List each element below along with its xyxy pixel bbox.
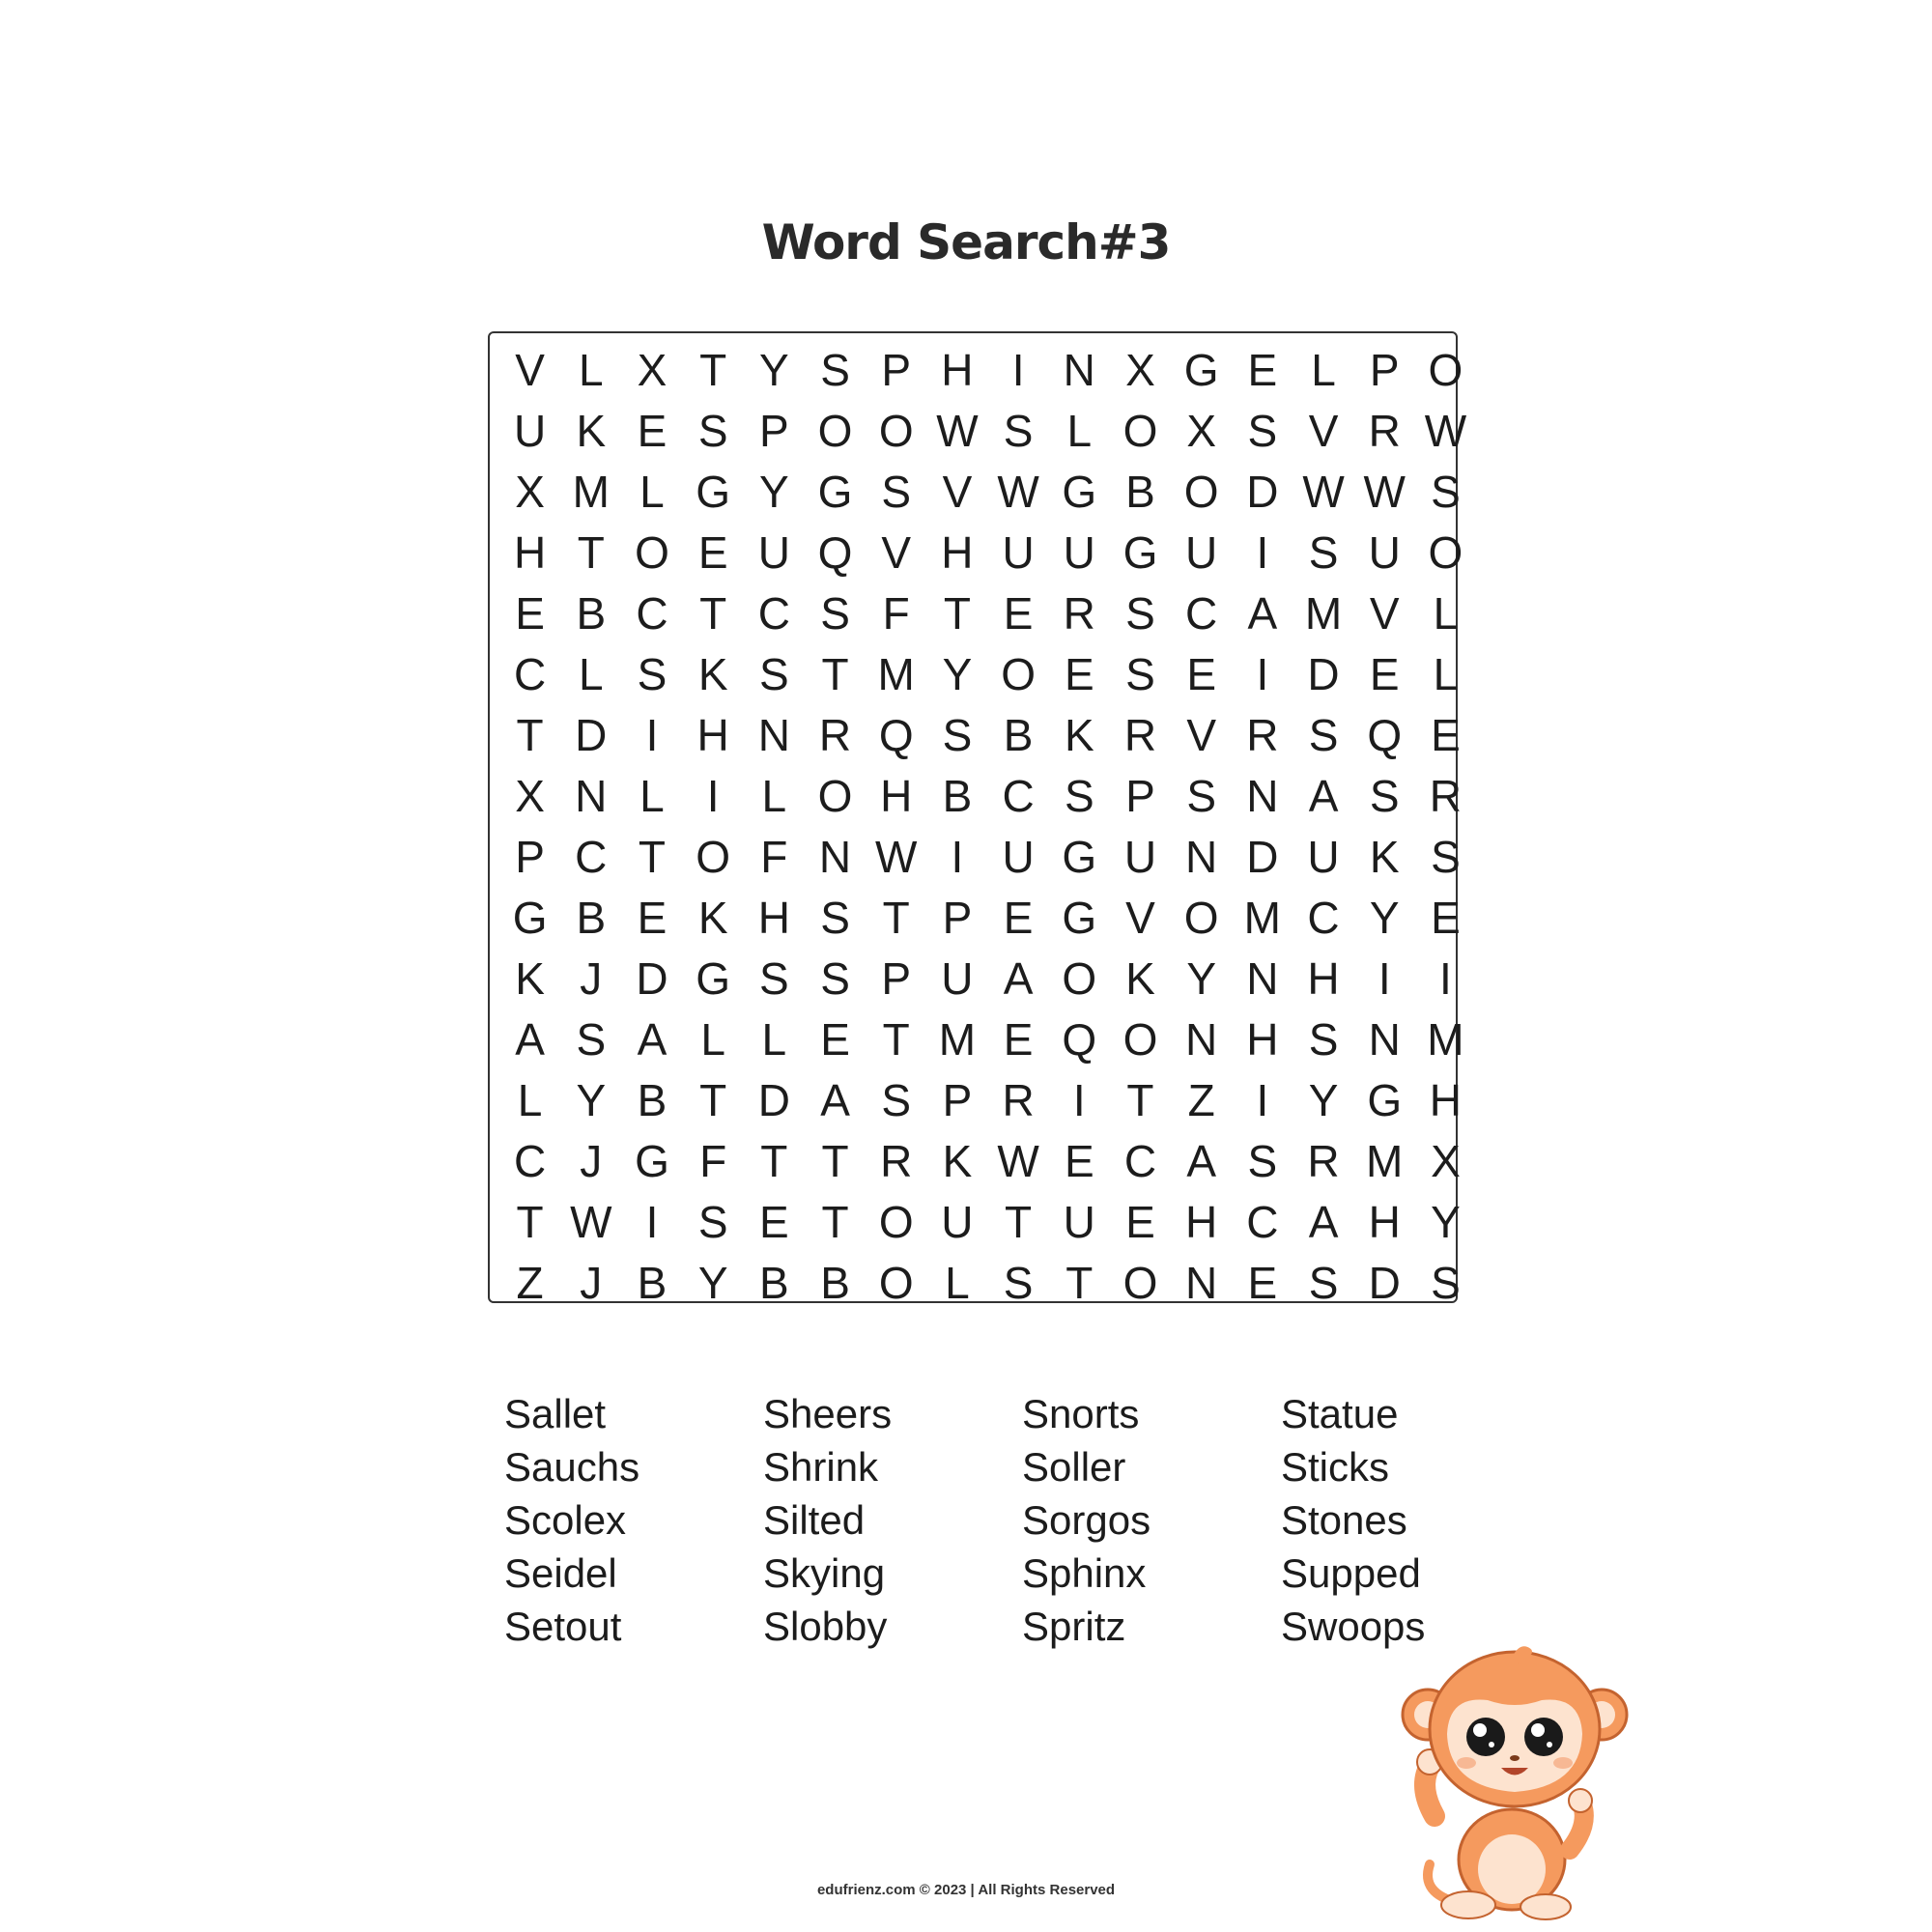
grid-letter: T (821, 1135, 849, 1186)
grid-letter: C (757, 587, 790, 639)
grid-letter: C (1307, 892, 1340, 943)
grid-letter: L (1311, 344, 1336, 395)
grid-letter: T (638, 831, 667, 882)
grid-letter: O (817, 405, 853, 456)
grid-letter: S (576, 1013, 607, 1065)
grid-letter: N (757, 709, 790, 760)
grid-letter: P (881, 952, 912, 1004)
grid-letter: Q (817, 526, 853, 578)
grid-letter: T (699, 587, 727, 639)
grid-letter: J (580, 952, 603, 1004)
grid-letter: L (700, 1013, 725, 1065)
grid-letter: K (697, 892, 728, 943)
grid-letter: G (1062, 466, 1097, 517)
grid-letter: E (1125, 1196, 1155, 1247)
grid-letter: I (1256, 1074, 1269, 1125)
grid-letter: B (576, 892, 607, 943)
grid-letter: N (818, 831, 852, 882)
word-list-item: Sorgos (1022, 1497, 1151, 1543)
grid-letter: R (880, 1135, 913, 1186)
word-column (763, 1387, 1022, 1653)
grid-letter: A (1003, 952, 1034, 1004)
grid-letter: N (1185, 831, 1218, 882)
grid-letter: S (1308, 1013, 1339, 1065)
page-title: Word Search#3 (761, 214, 1171, 270)
grid-letter: E (1003, 1013, 1034, 1065)
grid-letter: S (1431, 466, 1461, 517)
grid-letter: K (697, 648, 728, 699)
grid-letter: L (945, 1257, 970, 1308)
grid-letter: O (696, 831, 731, 882)
grid-letter: R (1002, 1074, 1035, 1125)
grid-letter: R (1246, 709, 1279, 760)
grid-letter: H (1307, 952, 1340, 1004)
grid-letter: S (1064, 770, 1094, 821)
grid-letter: Q (878, 709, 914, 760)
grid-letter: X (515, 466, 545, 517)
grid-letter: B (942, 770, 973, 821)
grid-letter: T (699, 344, 727, 395)
grid-letter: E (637, 405, 668, 456)
grid-letter: S (1186, 770, 1216, 821)
grid-letter: T (1005, 1196, 1033, 1247)
grid-letter: T (760, 1135, 788, 1186)
grid-letter: L (578, 648, 604, 699)
grid-letter: E (1003, 587, 1034, 639)
grid-letter: V (1369, 587, 1400, 639)
grid-letter: E (820, 1013, 850, 1065)
grid-letter: H (1246, 1013, 1279, 1065)
grid-letter: H (941, 344, 974, 395)
grid-letter: O (1122, 1257, 1158, 1308)
grid-letter: H (513, 526, 547, 578)
grid-letter: C (513, 1135, 547, 1186)
grid-letter: U (1063, 526, 1095, 578)
word-list-item: Swoops (1281, 1604, 1426, 1649)
grid-letter: P (515, 831, 545, 882)
grid-letter: G (1122, 526, 1158, 578)
grid-letter: X (1186, 405, 1216, 456)
grid-letter: O (1428, 526, 1463, 578)
grid-letter: B (576, 587, 607, 639)
word-list-item: Stones (1281, 1497, 1407, 1543)
grid-letter: S (820, 587, 850, 639)
grid-letter: R (1368, 405, 1401, 456)
grid-letter: Y (1186, 952, 1216, 1004)
grid-letter: B (1003, 709, 1034, 760)
grid-letter: W (1363, 466, 1406, 517)
grid-letter: X (1431, 1135, 1461, 1186)
grid-letter: E (1186, 648, 1216, 699)
grid-letter: P (1369, 344, 1400, 395)
grid-letter: V (1186, 709, 1216, 760)
grid-letter: E (1247, 1257, 1278, 1308)
grid-letter: G (696, 466, 731, 517)
grid-letter: S (1125, 648, 1155, 699)
grid-letter: Y (1369, 892, 1400, 943)
grid-letter: W (570, 1196, 612, 1247)
grid-letter: S (1125, 587, 1155, 639)
grid-letter: U (941, 952, 974, 1004)
grid-letter: N (1185, 1013, 1218, 1065)
copyright-footer: edufrienz.com © 2023 | All Rights Reserved (816, 1882, 1116, 1898)
grid-letter: B (820, 1257, 850, 1308)
grid-letter: S (820, 344, 850, 395)
grid-letter: C (636, 587, 668, 639)
grid-letter: I (1011, 344, 1025, 395)
grid-letter: M (1243, 892, 1281, 943)
grid-letter: S (1308, 709, 1339, 760)
grid-letter: U (757, 526, 790, 578)
grid-letter: I (951, 831, 964, 882)
grid-letter: J (580, 1135, 603, 1186)
grid-letter: P (942, 1074, 973, 1125)
grid-letter: G (1062, 892, 1097, 943)
grid-letter: U (1123, 831, 1157, 882)
grid-letter: E (1064, 648, 1094, 699)
grid-letter: M (1366, 1135, 1404, 1186)
word-list-item: Sticks (1281, 1444, 1390, 1490)
grid-letter: G (817, 466, 853, 517)
grid-letter: H (757, 892, 790, 943)
grid-letter: S (1431, 831, 1461, 882)
grid-letter: O (878, 1257, 914, 1308)
grid-letter: X (1125, 344, 1155, 395)
grid-letter: L (1066, 405, 1093, 456)
grid-letter: C (1246, 1196, 1279, 1247)
grid-letter: I (1256, 648, 1269, 699)
grid-letter: N (575, 770, 608, 821)
grid-letter: X (637, 344, 668, 395)
grid-letter: P (759, 405, 789, 456)
grid-letter: D (1246, 831, 1279, 882)
grid-letter: G (1367, 1074, 1403, 1125)
grid-letter: N (1185, 1257, 1218, 1308)
grid-letter: R (818, 709, 852, 760)
grid-letter: N (1063, 344, 1095, 395)
grid-letter: D (575, 709, 608, 760)
word-list-item: Sauchs (504, 1444, 640, 1490)
grid-letter: I (1378, 952, 1391, 1004)
word-list-item: Setout (504, 1604, 622, 1649)
grid-letter: N (1246, 952, 1279, 1004)
grid-letter: L (1433, 648, 1459, 699)
grid-letter: T (577, 526, 605, 578)
grid-letter: K (1064, 709, 1094, 760)
grid-letter: T (882, 892, 910, 943)
grid-letter: O (1122, 1013, 1158, 1065)
word-list-item: Sallet (504, 1391, 607, 1436)
grid-letter: U (1307, 831, 1340, 882)
grid-letter: G (1062, 831, 1097, 882)
grid-letter: S (1431, 1257, 1461, 1308)
grid-letter: Q (1367, 709, 1403, 760)
grid-letter: E (697, 526, 728, 578)
word-column (1281, 1387, 1540, 1653)
grid-letter: B (1125, 466, 1155, 517)
grid-letter: U (1185, 526, 1218, 578)
grid-letter: K (1369, 831, 1400, 882)
grid-letter: N (1368, 1013, 1401, 1065)
grid-letter: M (938, 1013, 977, 1065)
grid-letter: O (1183, 892, 1219, 943)
grid-letter: G (696, 952, 731, 1004)
monkey-mascot-icon (1401, 1642, 1633, 1922)
word-list-item: Spritz (1022, 1604, 1126, 1649)
word-column (504, 1387, 763, 1653)
grid-letter: I (1439, 952, 1452, 1004)
grid-letter: T (943, 587, 971, 639)
grid-letter: F (882, 587, 910, 639)
grid-letter: D (1307, 648, 1340, 699)
word-list-item: Snorts (1022, 1391, 1140, 1436)
grid-letter: H (1429, 1074, 1463, 1125)
grid-letter: S (1308, 1257, 1339, 1308)
grid-letter: H (1185, 1196, 1218, 1247)
grid-letter: E (1369, 648, 1400, 699)
grid-letter: A (637, 1013, 668, 1065)
grid-letter: S (1308, 526, 1339, 578)
word-list-item: Sphinx (1022, 1550, 1147, 1596)
word-list-item: Skying (763, 1550, 886, 1596)
grid-letter: U (1002, 831, 1035, 882)
grid-letter: U (1002, 526, 1035, 578)
grid-letter: L (761, 1013, 787, 1065)
grid-letter: W (997, 466, 1039, 517)
word-list-item: Statue (1281, 1391, 1399, 1436)
grid-letter: S (881, 466, 912, 517)
grid-letter: E (515, 587, 545, 639)
word-list-item: Sheers (763, 1391, 893, 1436)
grid-letter: G (635, 1135, 669, 1186)
grid-letter: A (515, 1013, 545, 1065)
grid-letter: T (882, 1013, 910, 1065)
grid-letter: E (1064, 1135, 1094, 1186)
grid-letter: O (1428, 344, 1463, 395)
grid-letter: R (1063, 587, 1095, 639)
grid-letter: S (1247, 405, 1278, 456)
grid-letter: W (997, 1135, 1039, 1186)
grid-letter: Z (1187, 1074, 1215, 1125)
grid-letter: D (1246, 466, 1279, 517)
grid-letter: H (696, 709, 729, 760)
grid-letter: O (635, 526, 669, 578)
grid-letter: R (1429, 770, 1463, 821)
grid-letter: Y (1431, 1196, 1461, 1247)
grid-letter: O (1183, 466, 1219, 517)
grid-letter: O (878, 405, 914, 456)
word-column (1022, 1387, 1281, 1653)
grid-letter: S (1247, 1135, 1278, 1186)
grid-letter: T (1126, 1074, 1154, 1125)
grid-letter: C (1123, 1135, 1157, 1186)
grid-letter: I (1072, 1074, 1086, 1125)
grid-letter: W (875, 831, 918, 882)
grid-letter: O (1062, 952, 1097, 1004)
grid-letter: P (1125, 770, 1155, 821)
grid-letter: E (1247, 344, 1278, 395)
grid-letter: E (1431, 709, 1461, 760)
word-list-item: Shrink (763, 1444, 879, 1490)
puzzle-grid-frame (488, 331, 1467, 1308)
grid-letter: L (639, 466, 665, 517)
grid-letter: V (1125, 892, 1155, 943)
grid-letter: L (1433, 587, 1459, 639)
grid-letter: U (513, 405, 547, 456)
grid-letter: U (941, 1196, 974, 1247)
grid-letter: L (761, 770, 787, 821)
grid-letter: S (942, 709, 973, 760)
word-list-item: Seidel (504, 1550, 617, 1596)
grid-letter: A (820, 1074, 850, 1125)
grid-letter: Q (1062, 1013, 1097, 1065)
grid-letter: S (697, 1196, 728, 1247)
grid-letter: I (1256, 526, 1269, 578)
grid-letter: L (639, 770, 665, 821)
grid-letter: B (637, 1074, 668, 1125)
grid-letter: S (759, 648, 789, 699)
grid-letter: T (821, 1196, 849, 1247)
grid-letter: T (699, 1074, 727, 1125)
grid-letter: C (575, 831, 608, 882)
grid-letter: Y (576, 1074, 607, 1125)
grid-letter: F (699, 1135, 727, 1186)
grid-letter: W (936, 405, 979, 456)
grid-letter: D (1368, 1257, 1401, 1308)
grid-letter: A (1308, 1196, 1339, 1247)
grid-letter: S (637, 648, 668, 699)
grid-letter: S (881, 1074, 912, 1125)
grid-letter: G (1183, 344, 1219, 395)
word-list-item: Scolex (504, 1497, 627, 1543)
grid-letter: I (706, 770, 720, 821)
word-list-item: Supped (1281, 1550, 1421, 1596)
grid-letter: Y (942, 648, 973, 699)
grid-letter: E (759, 1196, 789, 1247)
grid-letter: K (576, 405, 607, 456)
grid-letter: H (941, 526, 974, 578)
grid-letter: T (516, 709, 544, 760)
grid-letter: Y (759, 344, 789, 395)
grid-letter: U (1063, 1196, 1095, 1247)
grid-letter: S (820, 952, 850, 1004)
grid-letter: L (578, 344, 604, 395)
grid-letter: D (636, 952, 668, 1004)
grid-letter: K (515, 952, 545, 1004)
grid-letter: E (1003, 892, 1034, 943)
grid-letter: H (880, 770, 913, 821)
grid-letter: T (1065, 1257, 1094, 1308)
grid-letter: E (1431, 892, 1461, 943)
word-list-item: Soller (1022, 1444, 1126, 1490)
grid-letter: U (1368, 526, 1401, 578)
grid-letter: M (1304, 587, 1343, 639)
grid-letter: Y (1308, 1074, 1339, 1125)
grid-letter: A (1247, 587, 1278, 639)
grid-letter: S (820, 892, 850, 943)
grid-letter: S (1003, 1257, 1034, 1308)
grid-letter: R (1307, 1135, 1340, 1186)
grid-letter: S (697, 405, 728, 456)
grid-letter: N (1246, 770, 1279, 821)
grid-letter: M (572, 466, 610, 517)
grid-letter: V (1308, 405, 1339, 456)
grid-letter: M (877, 648, 915, 699)
word-list (504, 1387, 1540, 1653)
grid-letter: G (512, 892, 548, 943)
grid-letter: B (759, 1257, 789, 1308)
grid-letter: Y (697, 1257, 728, 1308)
grid-letter: D (757, 1074, 790, 1125)
grid-letter: R (1123, 709, 1157, 760)
grid-letter: W (1424, 405, 1467, 456)
grid-letter: I (645, 709, 659, 760)
grid-letter: C (1002, 770, 1035, 821)
grid-letter: V (881, 526, 912, 578)
grid-letter: Y (759, 466, 789, 517)
grid-letter: L (517, 1074, 543, 1125)
grid-letter: X (515, 770, 545, 821)
grid-letter: I (645, 1196, 659, 1247)
word-list-item: Slobby (763, 1604, 888, 1649)
grid-letter: P (942, 892, 973, 943)
grid-letter: A (1186, 1135, 1216, 1186)
grid-letter: O (878, 1196, 914, 1247)
grid-letter: V (942, 466, 973, 517)
grid-letter: O (1001, 648, 1036, 699)
grid-letter: W (1302, 466, 1345, 517)
grid-letter: K (1125, 952, 1155, 1004)
letter-grid (499, 339, 1476, 1313)
grid-letter: K (942, 1135, 973, 1186)
grid-letter: V (515, 344, 545, 395)
grid-letter: O (1122, 405, 1158, 456)
grid-letter: T (821, 648, 849, 699)
grid-letter: S (1003, 405, 1034, 456)
grid-letter: B (637, 1257, 668, 1308)
grid-letter: S (759, 952, 789, 1004)
grid-letter: P (881, 344, 912, 395)
grid-letter: A (1308, 770, 1339, 821)
grid-letter: E (637, 892, 668, 943)
grid-letter: J (580, 1257, 603, 1308)
grid-letter: C (1185, 587, 1218, 639)
grid-letter: O (817, 770, 853, 821)
grid-letter: S (1369, 770, 1400, 821)
grid-letter: Z (516, 1257, 544, 1308)
grid-letter: F (760, 831, 788, 882)
word-list-item: Silted (763, 1497, 866, 1543)
grid-letter: M (1427, 1013, 1464, 1065)
grid-letter: C (513, 648, 547, 699)
grid-letter: T (516, 1196, 544, 1247)
grid-letter: H (1368, 1196, 1401, 1247)
